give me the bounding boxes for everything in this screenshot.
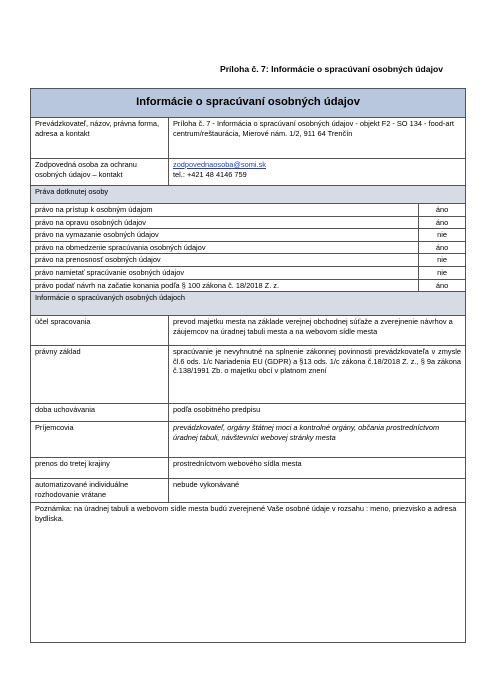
rights-heading: Práva dotknutej osoby — [31, 186, 466, 204]
rights-row — [31, 279, 466, 292]
rights-label: právo na prístup k osobným údajom — [31, 204, 419, 217]
rights-row — [31, 229, 466, 242]
rights-label: právo podať návrh na začatie konania podľa § 100 zákona č. 18/2018 Z. z. — [31, 279, 419, 292]
automated-decision-label: automatizované individuálne rozhodovanie vrátane — [31, 479, 169, 503]
purpose-label: účel spracovania — [31, 316, 169, 346]
rights-row — [31, 254, 466, 267]
rights-value: áno — [419, 279, 466, 292]
operator-label: Prevádzkovateľ, názov, právna forma, adresa a kontakt — [31, 118, 169, 159]
rights-row — [31, 266, 466, 279]
rights-value: nie — [419, 266, 466, 279]
responsible-label: Zodpovedná osoba za ochranu osobných údajov – kontakt — [31, 159, 169, 186]
rights-row — [31, 241, 466, 254]
rights-value: áno — [419, 241, 466, 254]
processing-heading: Informácie o spracúvaných osobných údajoch — [31, 292, 466, 316]
purpose-value: prevod majetku mesta na základe verejnej obchodnej súťaže a zverejnenie návrhov a záujemcov na úradnej tabuli mesta a na webovom sídle mesta — [173, 317, 453, 336]
retention-value: podľa osobitného predpisu — [169, 404, 466, 422]
rights-row — [31, 216, 466, 229]
operator-value: Príloha č. 7 - Informácia o spracúvaní osobných údajov - objekt F2 - SO 134 - food-art centrum/reštaurácia, Mierové nám. 1/2, 911 64 Trenčín — [173, 119, 454, 138]
rights-value: nie — [419, 254, 466, 267]
rights-row — [31, 204, 466, 217]
legal-basis-label: právny základ — [31, 346, 169, 404]
rights-label: právo na prenosnosť osobných údajov — [31, 254, 419, 267]
third-country-label: prenos do tretej krajiny — [31, 458, 169, 479]
recipients-label: Príjemcovia — [31, 422, 169, 458]
rights-label: právo na opravu osobných údajov — [31, 216, 419, 229]
automated-decision-value: nebude vykonávané — [169, 479, 466, 503]
information-table — [30, 88, 466, 643]
rights-value: nie — [419, 229, 466, 242]
rights-value: áno — [419, 216, 466, 229]
page-header: Príloha č. 7: Informácie o spracúvaní osobných údajov — [219, 64, 443, 74]
retention-label: doba uchovávania — [31, 404, 169, 422]
third-country-value: prostredníctvom webového sídla mesta — [169, 458, 466, 479]
responsible-email-link[interactable]: zodpovednaosoba@somi.sk — [173, 160, 266, 169]
responsible-phone: tel.: +421 48 4146 759 — [173, 169, 247, 179]
legal-basis-value: spracúvanie je nevyhnutné na splnenie zákonnej povinnosti prevádzkovateľa v zmysle čl.6 ods. 1/c Nariadenia EU (GDPR) a §13 ods. 1/c zákona č.18/2018 Z. z., § 9a zákona č.138/1991 Zb. o majetku obcí v platnom znení — [169, 346, 466, 404]
rights-label: právo na obmedzenie spracúvania osobných údajov — [31, 241, 419, 254]
table-title: Informácie o spracúvaní osobných údajov — [31, 89, 466, 118]
rights-label: právo na vymazanie osobných údajov — [31, 229, 419, 242]
rights-value: áno — [419, 204, 466, 217]
rights-label: právo namietať spracúvanie osobných údajov — [31, 266, 419, 279]
recipients-value: prevádzkovateľ, orgány štátnej moci a kontrolné orgány, občania prostredníctvom úradnej tabuli, návštevníci webovej stránky mesta — [169, 422, 466, 458]
note: Poznámka: na úradnej tabuli a webovom sídle mesta budú zverejnené Vaše osobné údaje v rozsahu : meno, priezvisko a adresa bydliska. — [31, 503, 466, 643]
